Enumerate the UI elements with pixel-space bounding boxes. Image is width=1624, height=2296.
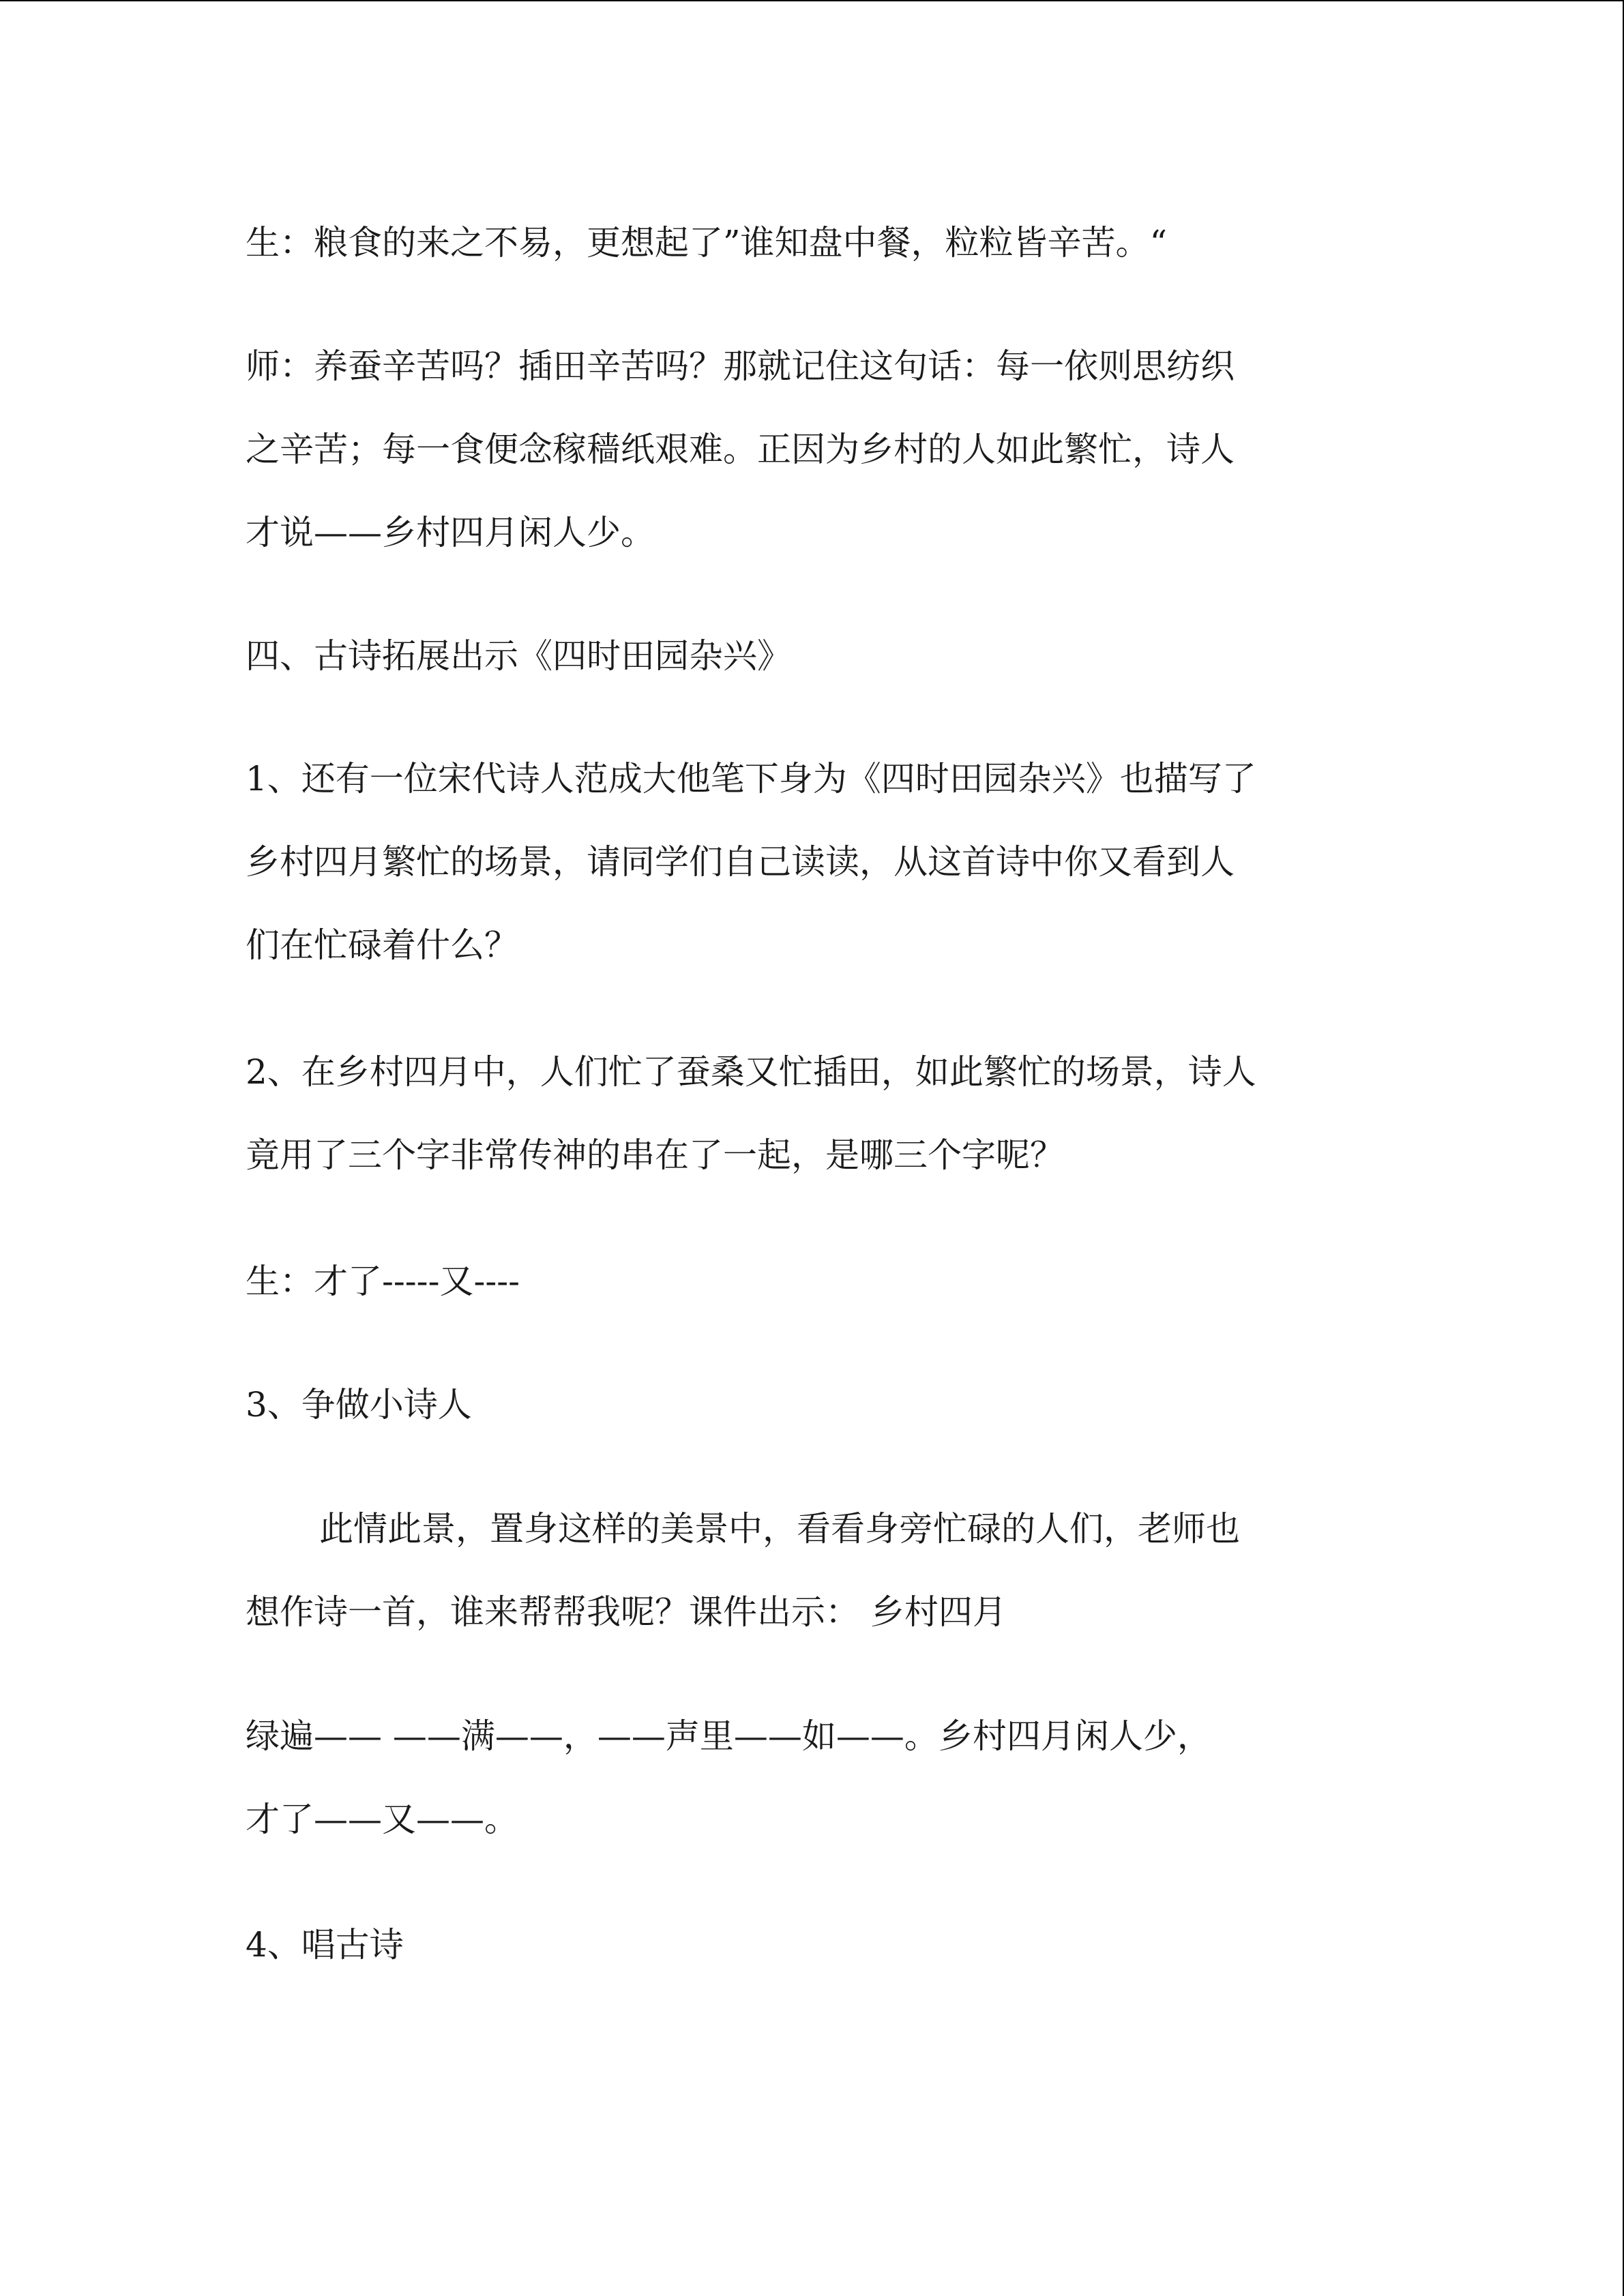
paragraph-line: 想作诗一首，谁来帮帮我呢？课件出示： 乡村四月 [246,1592,1007,1632]
paragraph-line: 才了——又——。 [246,1800,518,1839]
section-heading: 四、古诗拓展出示《四时田园杂兴》 [246,636,791,676]
paragraph-line: 乡村四月繁忙的场景，请同学们自己读读，从这首诗中你又看到人 [246,842,1235,882]
paragraph-line: 竟用了三个字非常传神的串在了一起，是哪三个字呢？ [246,1135,1064,1175]
paragraph-line: 们在忙碌着什么？ [246,925,518,965]
paragraph-line: 4、唱古诗 [246,1925,404,1965]
paragraph-line: 师：养蚕辛苦吗？插田辛苦吗？那就记住这句话：每一依则思纺织 [246,346,1235,386]
paragraph-line: 1、还有一位宋代诗人范成大他笔下身为《四时田园杂兴》也描写了 [246,759,1256,799]
paragraph-line: 3、争做小诗人 [246,1385,472,1425]
paragraph-line: 之辛苦；每一食便念稼穑纸艰难。正因为乡村的人如此繁忙，诗人 [246,430,1235,469]
paragraph-line: 此情此景，置身这样的美景中，看看身旁忙碌的人们，老师也 [319,1509,1240,1549]
paragraph-line: 2、在乡村四月中，人们忙了蚕桑又忙插田，如此繁忙的场景，诗人 [246,1052,1256,1092]
paragraph-line: 生：才了-----又---- [246,1262,520,1301]
paragraph-line: 绿遍—— ——满——，——声里——如——。乡村四月闲人少， [246,1716,1211,1756]
paragraph-line: 生：粮食的来之不易，更想起了”谁知盘中餐，粒粒皆辛苦。“ [246,223,1168,263]
paragraph-line: 才说——乡村四月闲人少。 [246,513,655,552]
